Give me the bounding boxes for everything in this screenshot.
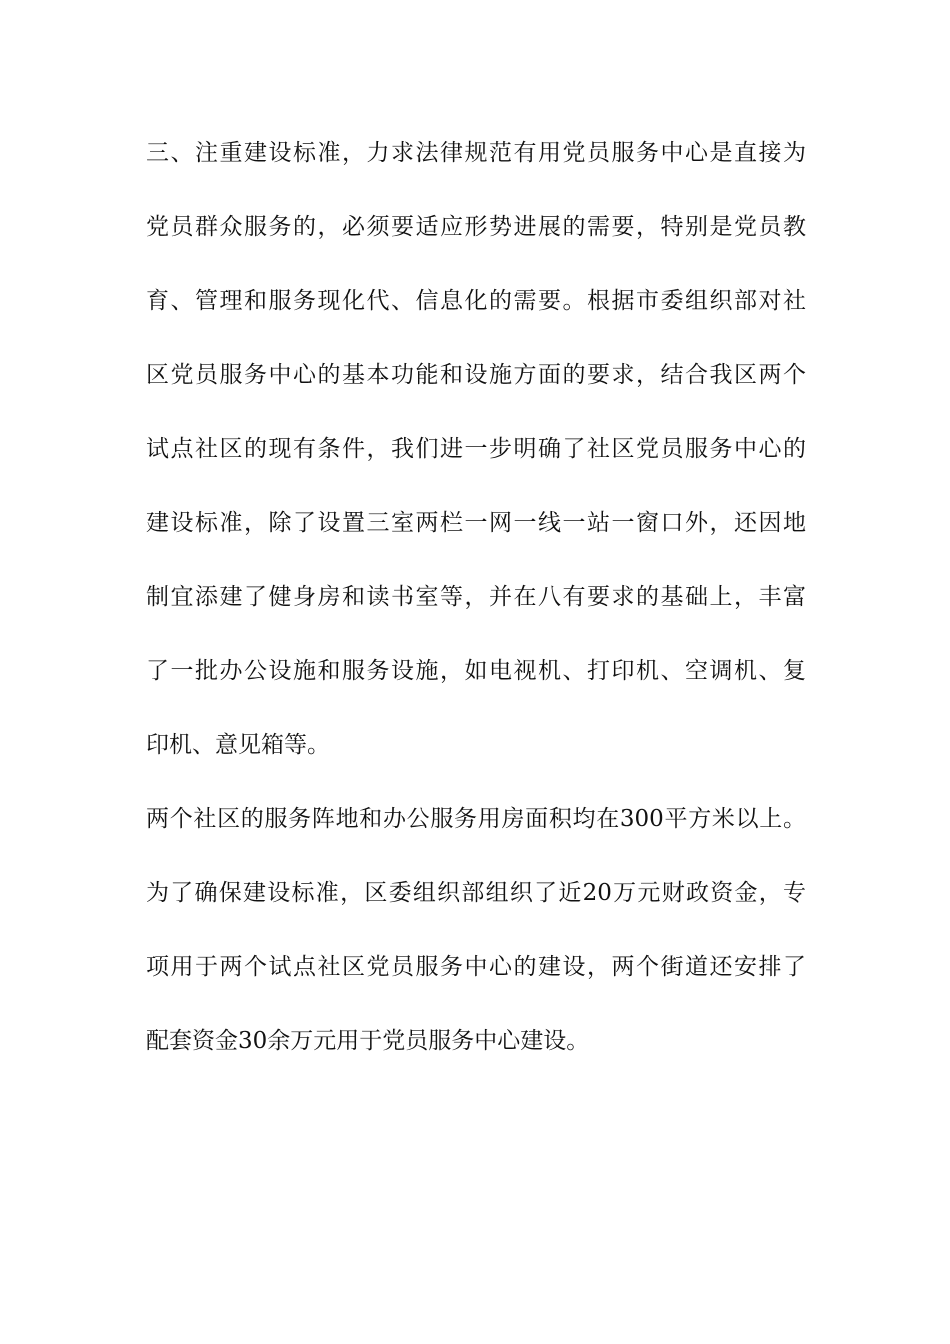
text-line: 三、注重建设标准，力求法律规范有用党员服务中心是直接为: [146, 140, 806, 166]
text-line: 育、管理和服务现化代、信息化的需要。根据市委组织部对社: [146, 288, 806, 314]
text-line: 配套资金30余万元用于党员服务中心建设。: [146, 1028, 590, 1054]
text-line: 区党员服务中心的基本功能和设施方面的要求，结合我区两个: [146, 362, 806, 388]
text-line: 党员群众服务的，必须要适应形势进展的需要，特别是党员教: [146, 214, 806, 240]
text-line: 两个社区的服务阵地和办公服务用房面积均在300平方米以上。: [146, 806, 806, 832]
text-line: 印机、意见箱等。: [146, 732, 330, 758]
text-line: 为了确保建设标准，区委组织部组织了近20万元财政资金，专: [146, 880, 806, 906]
text-line: 制宜添建了健身房和读书室等，并在八有要求的基础上，丰富: [146, 584, 806, 610]
text-line: 了一批办公设施和服务设施，如电视机、打印机、空调机、复: [146, 658, 806, 684]
text-line: 项用于两个试点社区党员服务中心的建设，两个街道还安排了: [146, 954, 806, 980]
body-text: [146, 132, 806, 1094]
text-line: 试点社区的现有条件，我们进一步明确了社区党员服务中心的: [146, 436, 806, 462]
text-line: 建设标准，除了设置三室两栏一网一线一站一窗口外，还因地: [146, 510, 806, 536]
